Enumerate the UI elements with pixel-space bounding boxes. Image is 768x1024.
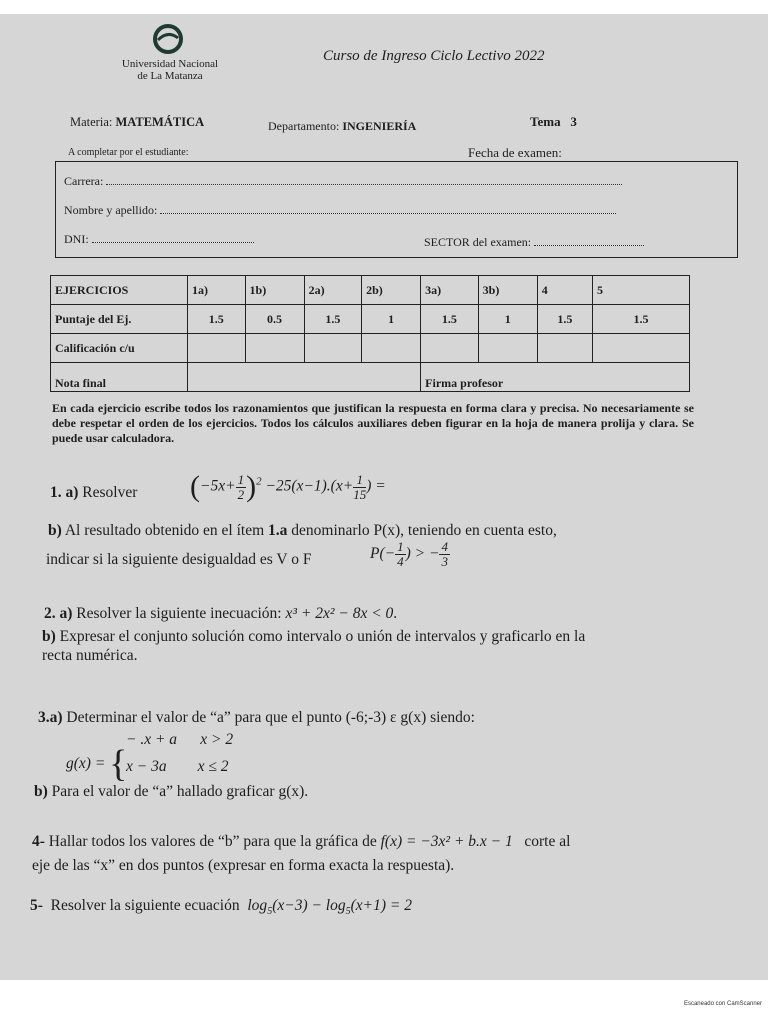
question-1a: 1. a) Resolver (50, 484, 138, 501)
materia: Materia: MATEMÁTICA (70, 115, 205, 129)
calificacion-label: Calificación c/u (51, 334, 188, 363)
question-3a-function: g(x) = { (66, 743, 128, 785)
exercise-cell: 2a) (304, 276, 362, 305)
table-row (51, 334, 690, 363)
question-2a: 2. a) Resolver la siguiente inecuación: x³ + 2x² − 8x < 0. (44, 605, 398, 622)
exam-date-label: Fecha de examen: (468, 145, 562, 160)
grade-input-cell[interactable] (304, 334, 362, 363)
course-title: Curso de Ingreso Ciclo Lectivo 2022 (323, 48, 545, 64)
nota-final-label: Nota final (51, 363, 188, 392)
firma-profesor-label: Firma profesor (421, 363, 690, 392)
question-3a: 3.a) Determinar el valor de “a” para que el punto (-6;-3) ε g(x) siendo: (38, 709, 475, 726)
carrera-field[interactable]: Carrera: (64, 174, 622, 189)
question-1b-line2: indicar si la siguiente desigualdad es V o F (46, 551, 312, 568)
question-4-line2: eje de las “x” en dos puntos (expresar en forma exacta la respuesta). (32, 857, 455, 874)
nombre-field[interactable]: Nombre y apellido: (64, 203, 616, 218)
question-2b: b) Expresar el conjunto solución como intervalo o unión de intervalos y graficarlo en la (42, 628, 586, 645)
score-cell: 1.5 (304, 305, 362, 334)
grade-input-cell[interactable] (593, 334, 690, 363)
exercise-cell: 2b) (362, 276, 421, 305)
question-5: 5- Resolver la siguiente ecuación $\log_5(x-3) - \log_5(x+1) = 2$ (30, 897, 412, 918)
exercise-cell: 5 (593, 276, 690, 305)
grade-input-cell[interactable] (362, 334, 421, 363)
scanner-watermark: Escaneado con CamScanner (683, 1001, 762, 1007)
question-4: 4- Hallar todos los valores de “b” para que la gráfica de f(x) = −3x² + b.x − 1 corte al (32, 833, 571, 850)
grade-input-cell[interactable] (245, 334, 304, 363)
student-info-box (55, 161, 738, 258)
score-cell: 1.5 (537, 305, 592, 334)
exercise-cell: 4 (537, 276, 592, 305)
question-1b-inequality: P(− $\frac{1}{4}$ ) > − $\frac{4}{3}$ (370, 539, 448, 569)
exercise-cell: 3a) (421, 276, 479, 305)
score-cell: 1 (362, 305, 421, 334)
university-name: Universidad Nacional de La Matanza (121, 58, 219, 82)
score-label: Puntaje del Ej. (51, 305, 188, 334)
grade-input-cell[interactable] (188, 334, 246, 363)
piecewise-line-2: x − 3a x ≤ 2 (126, 758, 229, 775)
exercise-cell: 1a) (188, 276, 246, 305)
grade-input-cell[interactable] (478, 334, 537, 363)
table-header-label: EJERCICIOS (51, 276, 188, 305)
exercise-cell: 3b) (478, 276, 537, 305)
student-hint: A completar por el estudiante: (68, 147, 189, 158)
score-cell: 0.5 (245, 305, 304, 334)
table-row (51, 305, 690, 334)
piecewise-line-1: − .x + a x > 2 (126, 731, 234, 748)
grade-table (50, 275, 690, 392)
score-cell: 1.5 (593, 305, 690, 334)
grade-input-cell[interactable] (537, 334, 592, 363)
question-1b: b) Al resultado obtenido en el ítem 1.a denominarlo P(x), teniendo en cuenta esto, (48, 522, 557, 539)
question-2b-line2: recta numérica. (42, 647, 138, 664)
exercise-cell: 1b) (245, 276, 304, 305)
score-cell: 1 (478, 305, 537, 334)
instructions: En cada ejercicio escribe todos los razonamientos que justifican la respuesta en forma clara y precisa. No necesariamente se debe respetar el orden de los ejercicios. Todos los cálculos auxiliares deben figurar en la hoja de manera prolija y clara. Se puede usar calculadora. (52, 401, 694, 445)
departamento: Departamento: INGENIERÍA (268, 119, 417, 133)
tema: Tema 3 (530, 114, 577, 129)
question-1a-expression: (−5x+ $\frac{1}{2}$ )$^2$ −25(x−1).(x+ $\frac{1}{15}$ ) = (190, 470, 386, 503)
university-logo-icon (150, 24, 186, 54)
grade-input-cell[interactable] (421, 334, 479, 363)
score-cell: 1.5 (188, 305, 246, 334)
score-cell: 1.5 (421, 305, 479, 334)
table-row (51, 276, 690, 305)
nota-final-cell[interactable] (188, 363, 421, 392)
question-3b: b) Para el valor de “a” hallado graficar g(x). (34, 783, 309, 800)
table-row (51, 363, 690, 392)
dni-field[interactable]: DNI: (64, 232, 254, 247)
sector-field[interactable]: SECTOR del examen: (424, 235, 644, 250)
